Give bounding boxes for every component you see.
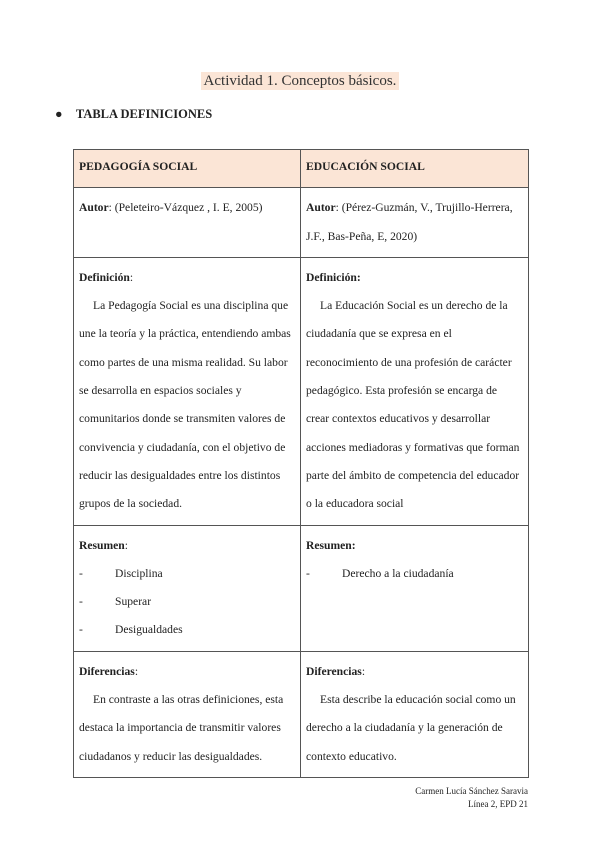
footer-course: Línea 2, EPD 21 (468, 799, 528, 809)
differences-label: Diferencias: (79, 664, 139, 678)
summary-cell-right (301, 525, 529, 651)
author-row (74, 188, 529, 258)
footer-author: Carmen Lucía Sánchez Saravia (415, 786, 528, 796)
author-right-text: : (Pérez-Guzmán, V., Trujillo-Herrera, J.F., Bas-Peña, E, 2020) (306, 201, 513, 243)
summary-label: Resumen: (306, 538, 356, 552)
list-item: - Disciplina (79, 566, 163, 580)
summary-row (74, 525, 529, 651)
author-label: Autor (79, 201, 109, 215)
author-cell-left (74, 188, 301, 258)
author-left-text: : (Peleteiro-Vázquez , I. E, 2005) (108, 201, 263, 215)
differences-cell-right (301, 651, 529, 777)
author-cell-right (301, 188, 529, 258)
differences-left-text: En contraste a las otras definiciones, esta destaca la importancia de transmitir valores ciudadanos y reducir las desigualdades. (79, 693, 284, 763)
differences-label: Diferencias: (306, 664, 366, 678)
header-educacion-social: EDUCACIÓN SOCIAL (301, 150, 529, 188)
definition-label: Definición: (79, 270, 134, 284)
differences-cell-left (74, 651, 301, 777)
summary-cell-left (74, 525, 301, 651)
bullet-icon: ● (55, 107, 63, 121)
definition-label: Definición: (306, 270, 361, 284)
document-title-text: Actividad 1. Conceptos básicos. (201, 72, 400, 90)
definition-cell-left (74, 257, 301, 525)
definition-row (74, 257, 529, 525)
summary-list-left (79, 560, 295, 645)
section-heading-text: TABLA DEFINICIONES (75, 107, 213, 121)
definition-left-text: La Pedagogía Social es una disciplina que une la teoría y la práctica, entendiendo ambas como partes de una misma realidad. Su labor se desarrolla en espacios sociales y comunitarios donde se transmiten valores de convivencia y ciudadanía, con el objetivo de reducir las desigualdades entre los distintos grupos de la sociedad. (79, 299, 291, 511)
differences-right-text: Esta describe la educación social como un derecho a la ciudadanía y la generación de contexto educativo. (306, 693, 516, 763)
summary-label: Resumen: (79, 538, 128, 552)
author-label: Autor (306, 201, 336, 215)
document-title (0, 72, 600, 90)
list-item: - Desigualdades (79, 623, 183, 637)
header-pedagogia-social: PEDAGOGÍA SOCIAL (74, 150, 301, 188)
summary-list-right (306, 560, 523, 588)
table-header-row (74, 150, 529, 188)
definition-right-text: La Educación Social es un derecho de la ciudadanía que se expresa en el reconocimiento de una profesión de carácter pedagógico. Esta profesión se encarga de crear contextos educativos y desarrollar acciones mediadoras y formativas que forman parte del ámbito de competencia del educador o la educadora social (306, 299, 520, 511)
definition-cell-right (301, 257, 529, 525)
page-footer (415, 785, 528, 811)
definitions-table (73, 149, 529, 778)
list-item: - Derecho a la ciudadanía (306, 566, 454, 580)
differences-row (74, 651, 529, 777)
list-item: - Superar (79, 595, 152, 609)
section-heading (55, 107, 212, 122)
